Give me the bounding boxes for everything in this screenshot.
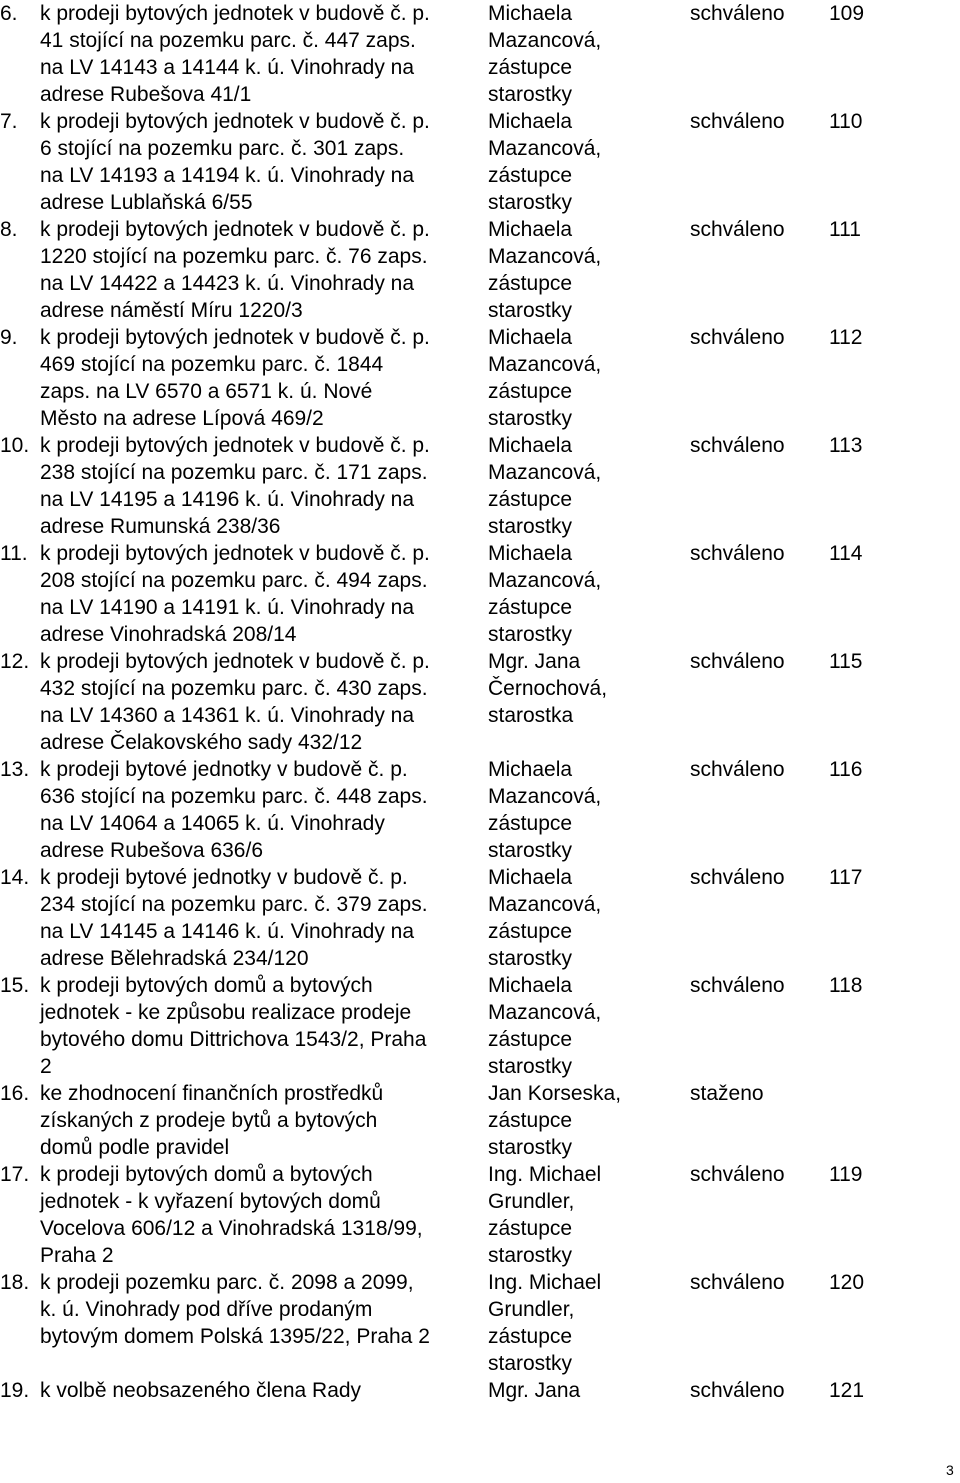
item-number: 8. <box>0 218 18 241</box>
proposer-line: starostka <box>488 704 574 727</box>
proposer-line: Mazancová, <box>488 353 602 376</box>
item-result: schváleno <box>690 326 785 349</box>
proposer-line: zástupce <box>488 1109 573 1132</box>
subject-line: adrese Bělehradská 234/120 <box>40 947 309 970</box>
item-result: schváleno <box>690 866 785 889</box>
proposer-line: Mazancová, <box>488 461 602 484</box>
proposer-line: Michaela <box>488 218 573 241</box>
proposer-line: zástupce <box>488 1028 573 1051</box>
item-proposer <box>488 1161 678 1269</box>
proposer-line: starostky <box>488 1136 573 1159</box>
item-proposer <box>488 972 678 1080</box>
subject-line: k prodeji bytových jednotek v budově č. p. <box>40 542 430 565</box>
proposer-line: zástupce <box>488 272 573 295</box>
subject-line: 41 stojící na pozemku parc. č. 447 zaps. <box>40 29 416 52</box>
subject-line: Vocelova 606/12 a Vinohradská 1318/99, <box>40 1217 423 1240</box>
subject-line: jednotek - k vyřazení bytových domů <box>40 1190 381 1213</box>
subject-line: bytovým domem Polská 1395/22, Praha 2 <box>40 1325 430 1348</box>
proposer-line: Michaela <box>488 866 573 889</box>
subject-line: na LV 14422 a 14423 k. ú. Vinohrady na <box>40 272 415 295</box>
subject-line: k prodeji bytových jednotek v budově č. p. <box>40 110 430 133</box>
item-subject <box>40 756 480 864</box>
subject-line: 6 stojící na pozemku parc. č. 301 zaps. <box>40 137 405 160</box>
proposer-line: Michaela <box>488 434 573 457</box>
subject-line: na LV 14190 a 14191 k. ú. Vinohrady na <box>40 596 415 619</box>
item-subject <box>40 540 480 648</box>
item-subject <box>40 864 480 972</box>
item-proposer <box>488 540 678 648</box>
subject-line: bytového domu Dittrichova 1543/2, Praha <box>40 1028 427 1051</box>
subject-line: na LV 14064 a 14065 k. ú. Vinohrady <box>40 812 385 835</box>
item-subject <box>40 432 480 540</box>
subject-line: na LV 14193 a 14194 k. ú. Vinohrady na <box>40 164 415 187</box>
item-subject <box>40 216 480 324</box>
proposer-line: zástupce <box>488 596 573 619</box>
proposer-line: Mazancová, <box>488 893 602 916</box>
subject-line: 208 stojící na pozemku parc. č. 494 zaps. <box>40 569 428 592</box>
item-proposer <box>488 432 678 540</box>
resolution-number: 113 <box>829 434 863 457</box>
subject-line: zaps. na LV 6570 a 6571 k. ú. Nové <box>40 380 373 403</box>
subject-line: 234 stojící na pozemku parc. č. 379 zaps. <box>40 893 428 916</box>
item-proposer <box>488 216 678 324</box>
resolution-number: 115 <box>829 650 863 673</box>
proposer-line: zástupce <box>488 380 573 403</box>
proposer-line: Mazancová, <box>488 245 602 268</box>
item-proposer <box>488 1080 678 1161</box>
item-proposer <box>488 648 678 729</box>
item-number: 7. <box>0 110 18 133</box>
item-number: 12. <box>0 650 30 673</box>
subject-line: na LV 14195 a 14196 k. ú. Vinohrady na <box>40 488 415 511</box>
subject-line: adrese Čelakovského sady 432/12 <box>40 731 363 754</box>
item-number: 13. <box>0 758 30 781</box>
item-number: 10. <box>0 434 30 457</box>
item-subject <box>40 324 480 432</box>
item-subject <box>40 0 480 108</box>
subject-line: 636 stojící na pozemku parc. č. 448 zaps. <box>40 785 428 808</box>
item-subject <box>40 1269 480 1350</box>
resolution-number: 111 <box>829 218 861 241</box>
item-number: 19. <box>0 1379 30 1402</box>
proposer-line: Ing. Michael <box>488 1271 602 1294</box>
item-result: schváleno <box>690 1379 785 1402</box>
resolution-number: 116 <box>829 758 863 781</box>
item-proposer <box>488 324 678 432</box>
subject-line: k prodeji bytových jednotek v budově č. p. <box>40 434 430 457</box>
subject-line: k prodeji bytových jednotek v budově č. p. <box>40 2 430 25</box>
proposer-line: starostky <box>488 623 573 646</box>
proposer-line: Mazancová, <box>488 137 602 160</box>
item-result: schváleno <box>690 650 785 673</box>
item-proposer <box>488 1269 678 1377</box>
proposer-line: Michaela <box>488 326 573 349</box>
proposer-line: Mazancová, <box>488 1001 602 1024</box>
subject-line: k prodeji bytových domů a bytových <box>40 1163 373 1186</box>
item-subject <box>40 108 480 216</box>
subject-line: adrese Rubešova 41/1 <box>40 83 252 106</box>
item-number: 9. <box>0 326 18 349</box>
subject-line: k prodeji bytové jednotky v budově č. p. <box>40 866 408 889</box>
proposer-line: zástupce <box>488 812 573 835</box>
item-result: schváleno <box>690 2 785 25</box>
item-result: schváleno <box>690 542 785 565</box>
item-number: 14. <box>0 866 30 889</box>
proposer-line: starostky <box>488 839 573 862</box>
proposer-line: starostky <box>488 407 573 430</box>
item-subject <box>40 972 480 1080</box>
subject-line: 469 stojící na pozemku parc. č. 1844 <box>40 353 384 376</box>
item-number: 6. <box>0 2 18 25</box>
proposer-line: Grundler, <box>488 1190 575 1213</box>
subject-line: na LV 14143 a 14144 k. ú. Vinohrady na <box>40 56 415 79</box>
proposer-line: starostky <box>488 1244 573 1267</box>
proposer-line: Černochová, <box>488 677 608 700</box>
resolution-number: 121 <box>829 1379 865 1402</box>
proposer-line: starostky <box>488 83 573 106</box>
item-proposer <box>488 0 678 108</box>
subject-line: na LV 14145 a 14146 k. ú. Vinohrady na <box>40 920 415 943</box>
subject-line: Praha 2 <box>40 1244 114 1267</box>
subject-line: získaných z prodeje bytů a bytových <box>40 1109 378 1132</box>
page-number: 3 <box>946 1462 954 1478</box>
item-proposer <box>488 864 678 972</box>
subject-line: domů podle pravidel <box>40 1136 230 1159</box>
proposer-line: starostky <box>488 1352 573 1375</box>
proposer-line: starostky <box>488 515 573 538</box>
subject-line: na LV 14360 a 14361 k. ú. Vinohrady na <box>40 704 415 727</box>
proposer-line: Ing. Michael <box>488 1163 602 1186</box>
subject-line: k prodeji bytové jednotky v budově č. p. <box>40 758 408 781</box>
subject-line: adrese Rubešova 636/6 <box>40 839 263 862</box>
item-result: staženo <box>690 1082 764 1105</box>
proposer-line: zástupce <box>488 56 573 79</box>
proposer-line: Mazancová, <box>488 785 602 808</box>
resolution-number: 109 <box>829 2 865 25</box>
proposer-line: Michaela <box>488 758 573 781</box>
item-result: schváleno <box>690 758 785 781</box>
item-subject <box>40 1080 480 1161</box>
resolution-number: 120 <box>829 1271 865 1294</box>
subject-line: adrese Rumunská 238/36 <box>40 515 281 538</box>
subject-line: k prodeji pozemku parc. č. 2098 a 2099, <box>40 1271 414 1294</box>
subject-line: k prodeji bytových jednotek v budově č. p. <box>40 218 430 241</box>
subject-line: Město na adrese Lípová 469/2 <box>40 407 324 430</box>
subject-line: k volbě neobsazeného člena Rady <box>40 1379 362 1402</box>
resolution-number: 118 <box>829 974 863 997</box>
subject-line: 432 stojící na pozemku parc. č. 430 zaps. <box>40 677 428 700</box>
item-number: 17. <box>0 1163 30 1186</box>
proposer-line: zástupce <box>488 164 573 187</box>
proposer-line: starostky <box>488 947 573 970</box>
subject-line: k prodeji bytových domů a bytových <box>40 974 373 997</box>
item-result: schváleno <box>690 974 785 997</box>
item-result: schváleno <box>690 218 785 241</box>
subject-line: adrese Vinohradská 208/14 <box>40 623 297 646</box>
subject-line: ke zhodnocení finančních prostředků <box>40 1082 384 1105</box>
subject-line: k prodeji bytových jednotek v budově č. p. <box>40 326 430 349</box>
item-subject <box>40 648 480 756</box>
item-result: schváleno <box>690 434 785 457</box>
proposer-line: zástupce <box>488 488 573 511</box>
subject-line: adrese náměstí Míru 1220/3 <box>40 299 303 322</box>
item-number: 11. <box>0 542 28 565</box>
subject-line: 238 stojící na pozemku parc. č. 171 zaps. <box>40 461 428 484</box>
resolution-number: 110 <box>829 110 863 133</box>
resolution-number: 114 <box>829 542 863 565</box>
item-subject <box>40 1161 480 1269</box>
resolution-number: 117 <box>829 866 863 889</box>
subject-line: adrese Lublaňská 6/55 <box>40 191 253 214</box>
subject-line: 1220 stojící na pozemku parc. č. 76 zaps. <box>40 245 428 268</box>
item-result: schváleno <box>690 1271 785 1294</box>
proposer-line: Mazancová, <box>488 29 602 52</box>
proposer-line: Michaela <box>488 974 573 997</box>
resolution-number: 112 <box>829 326 863 349</box>
proposer-line: Mgr. Jana <box>488 650 581 673</box>
subject-line: jednotek - ke způsobu realizace prodeje <box>40 1001 412 1024</box>
item-number: 16. <box>0 1082 30 1105</box>
item-number: 18. <box>0 1271 30 1294</box>
subject-line: k. ú. Vinohrady pod dříve prodaným <box>40 1298 373 1321</box>
item-proposer <box>488 108 678 216</box>
proposer-line: Michaela <box>488 110 573 133</box>
subject-line: 2 <box>40 1055 52 1078</box>
proposer-line: Jan Korseska, <box>488 1082 622 1105</box>
item-result: schváleno <box>690 1163 785 1186</box>
proposer-line: starostky <box>488 191 573 214</box>
proposer-line: starostky <box>488 1055 573 1078</box>
item-number: 15. <box>0 974 30 997</box>
resolution-number <box>829 1080 889 1107</box>
proposer-line: starostky <box>488 299 573 322</box>
proposer-line: Mazancová, <box>488 569 602 592</box>
proposer-line: zástupce <box>488 920 573 943</box>
proposer-line: zástupce <box>488 1325 573 1348</box>
item-proposer <box>488 1377 678 1404</box>
subject-line: k prodeji bytových jednotek v budově č. p. <box>40 650 430 673</box>
resolution-number: 119 <box>829 1163 863 1186</box>
proposer-line: Mgr. Jana <box>488 1379 581 1402</box>
proposer-line: zástupce <box>488 1217 573 1240</box>
proposer-line: Grundler, <box>488 1298 575 1321</box>
item-subject <box>40 1377 480 1404</box>
proposer-line: Michaela <box>488 542 573 565</box>
proposer-line: Michaela <box>488 2 573 25</box>
item-proposer <box>488 756 678 864</box>
item-result: schváleno <box>690 110 785 133</box>
